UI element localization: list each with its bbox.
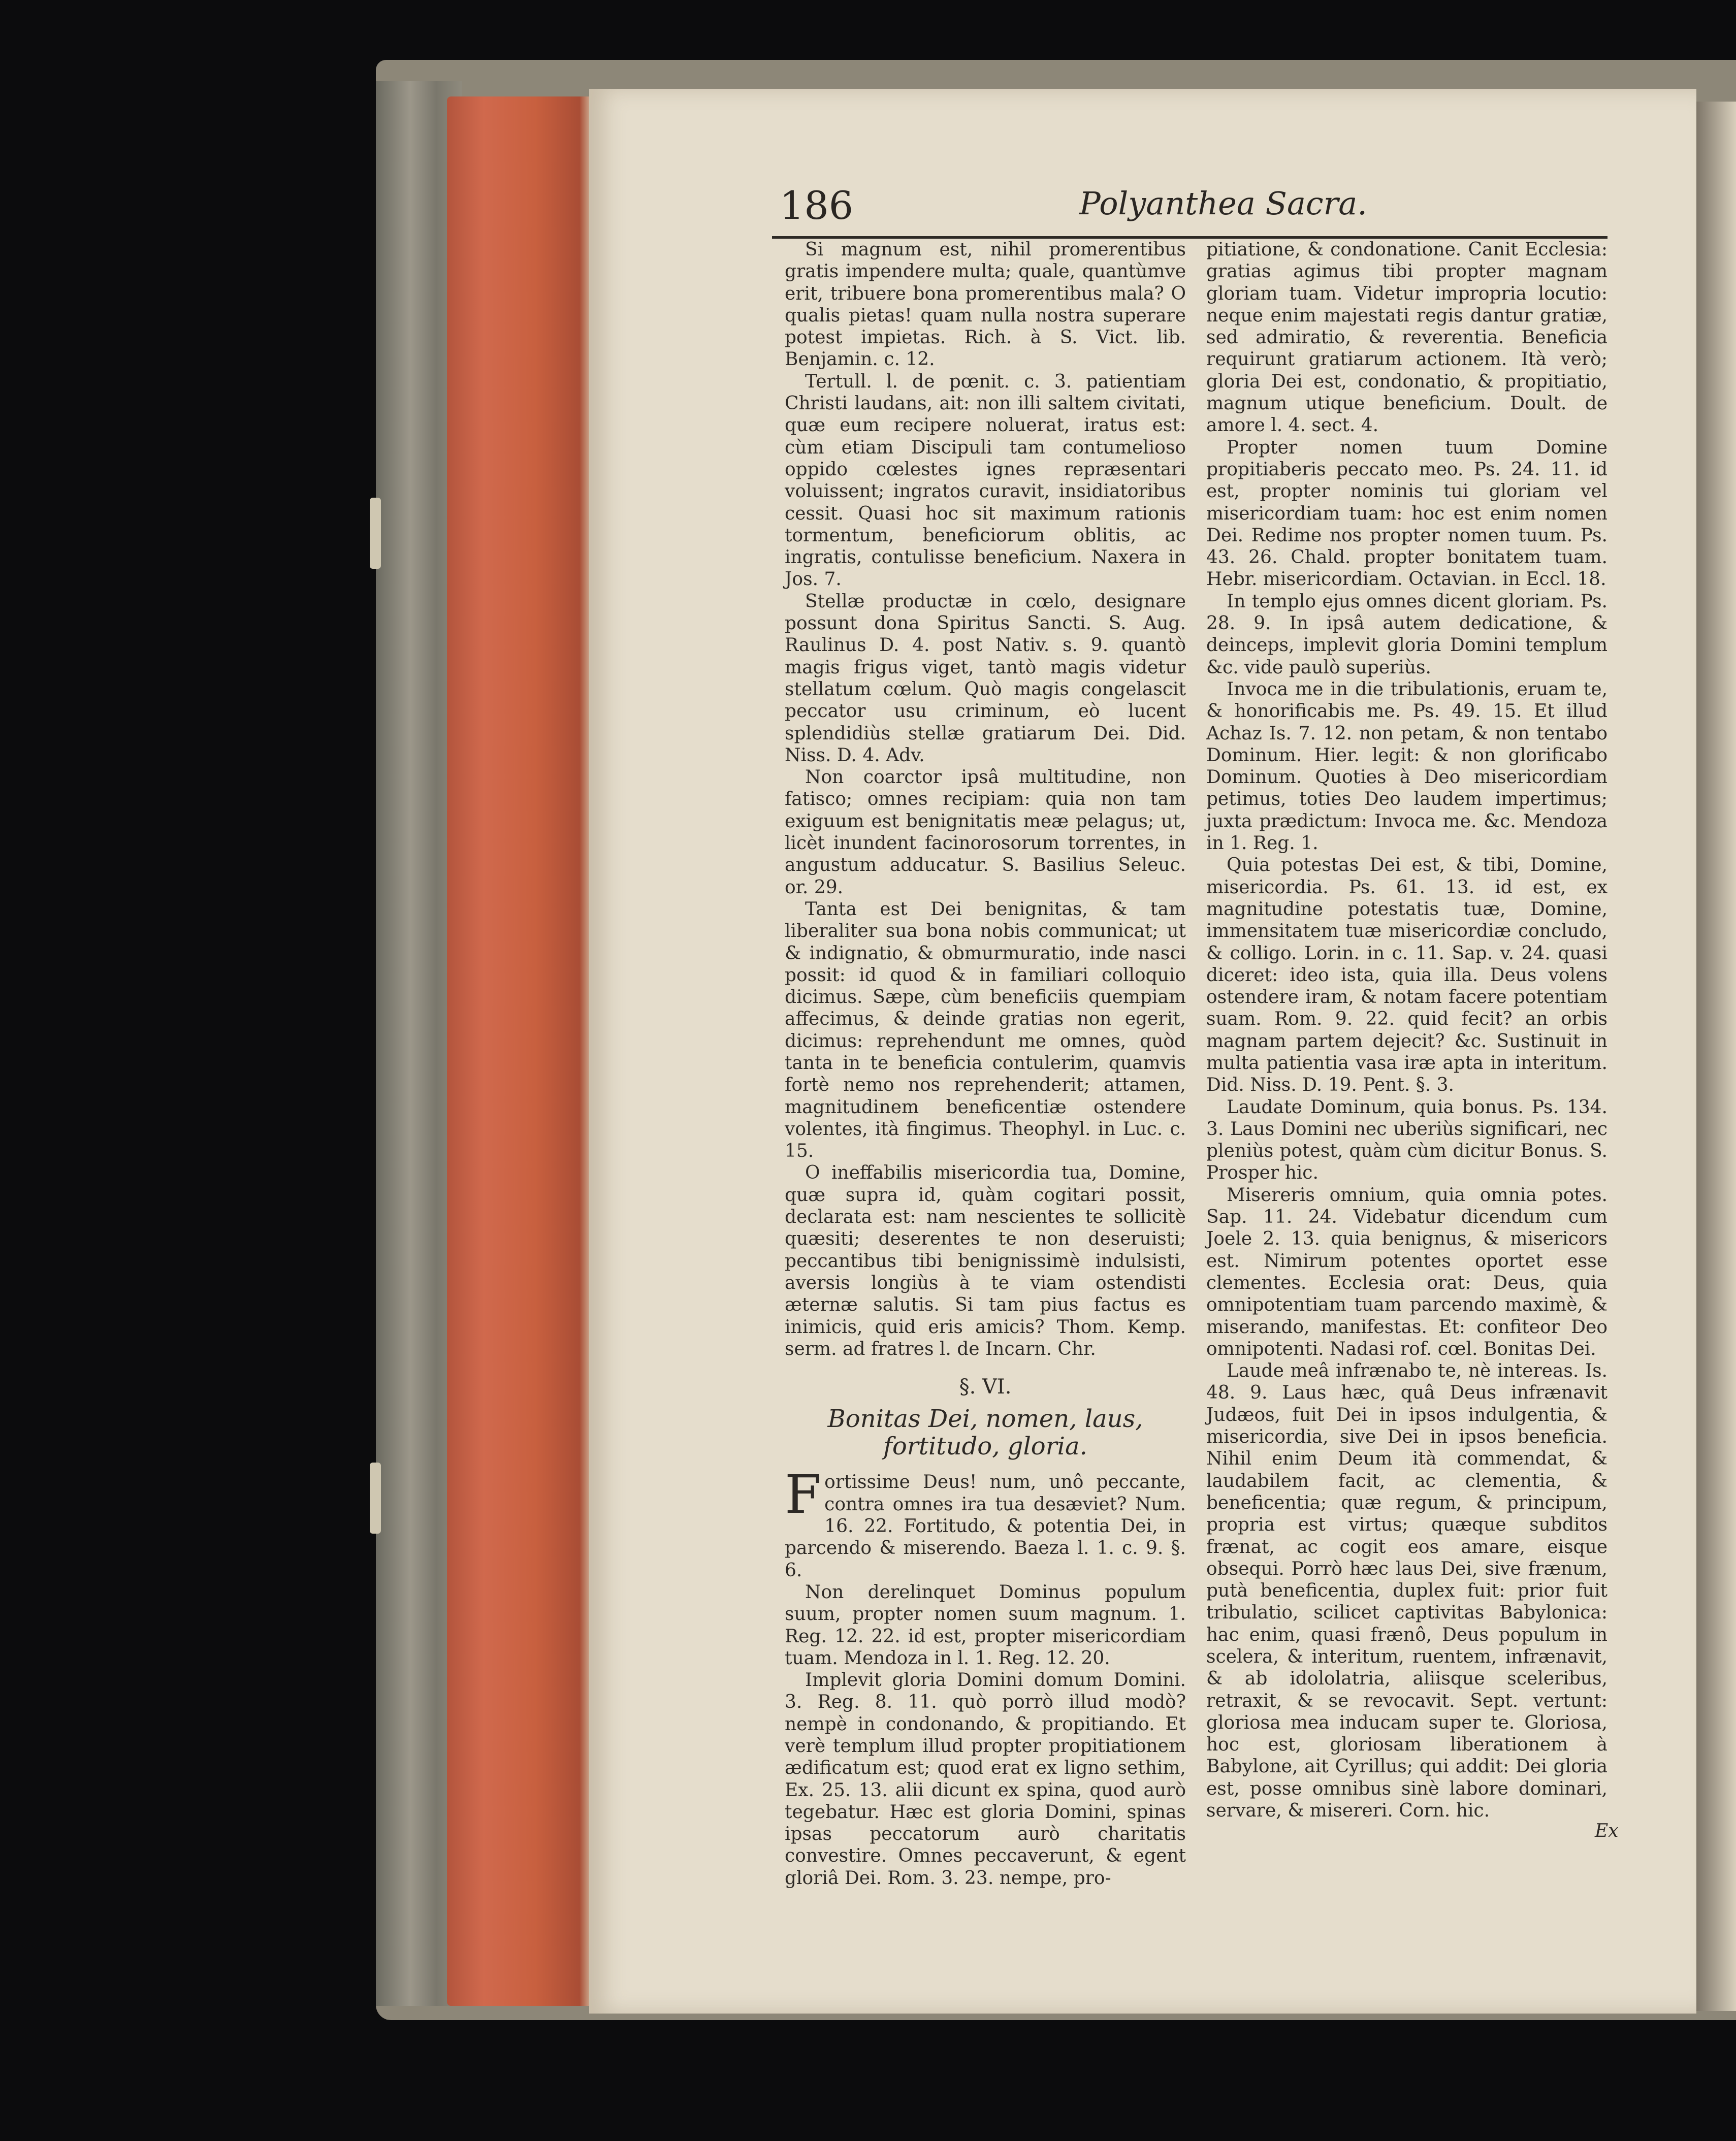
paragraph: Non derelinquet Dominus populum suum, propter nomen suum magnum. 1. Reg. 12. 22. id est, propter misericordiam tuam. Mendoza in l. 1. Reg. 12. 20. — [785, 1581, 1186, 1669]
section-number: §. VI. — [959, 1375, 1012, 1399]
facing-page-edge — [1696, 102, 1736, 2011]
clasp-hinge — [370, 1463, 381, 1534]
paragraph: Stellæ productæ in cœlo, designare possunt dona Spiritus Sancti. S. Aug. Raulinus D. 4. post Nativ. s. 9. quantò magis frigus viget, tantò magis videtur stellatum cœlum. Quò magis congelascit peccator usu criminum, eò lucent splendidiùs stellæ gratiarum Dei. Did. Niss. D. 4. Adv. — [785, 591, 1186, 766]
page-header — [780, 178, 1618, 234]
section-first-paragraph — [785, 1464, 1186, 1581]
paragraph: Tanta est Dei benignitas, & tam liberaliter sua bona nobis communicat; ut & indignatio, & obmurmuratio, inde nasci possit: id quod & in familiari colloquio dicimus. Sæpe, cùm beneficiis quempiam affecimus, & deinde gratias non egerit, dicimus: reprehendunt me omnes, quòd tanta in te beneficia contulerim, quamvis fortè nemo nos reprehenderit; attamen, magnitudinem beneficentiæ ostendere volentes, ità fingimus. Theophyl. in Luc. c. 15. — [785, 898, 1186, 1162]
paragraph-text: ortissime Deus! num, unô peccante, contra omnes ira tua desæviet? Num. 16. 22. Fortitudo, & potentia Dei, in parcendo & miserendo. Baeza l. 1. c. 9. §. 6. — [785, 1472, 1186, 1581]
page-number: 186 — [780, 183, 854, 228]
left-column — [785, 239, 1186, 1889]
paragraph: Si magnum est, nihil promerentibus gratis impendere multa; quale, quantùmve erit, tribuere bona promerentibus mala? O qualis pietas! quam nulla nostra superare potest impietas. Rich. à S. Vict. lib. Benjamin. c. 12. — [785, 239, 1186, 370]
paragraph: O ineffabilis misericordia tua, Domine, quæ supra id, quàm cogitari possit, declarata est: nam nescientes te sollicitè quæsiti; deserentes te non deseruisti; peccantibus tibi benignissimè indulsisti, aversis longiùs à te viam ostendisti æternæ salutis. Si tam pius factus es inimicis, quid eris amicis? Thom. Kemp. serm. ad fratres l. de Incarn. Chr. — [785, 1162, 1186, 1359]
paragraph: Laudate Dominum, quia bonus. Ps. 134. 3. Laus Domini nec uberiùs significari, nec pleniùs potest, quàm cùm dicitur Bonus. S. Prosper hic. — [1206, 1096, 1608, 1184]
paragraph: Tertull. l. de pœnit. c. 3. patientiam Christi laudans, ait: non illi saltem civitati, quæ eum recipere noluerat, iratus est: cùm etiam Discipuli tam contumelioso oppido cœlestes ignes repræsentari voluissent; ingratos curavit, insidiatoribus cessit. Quasi hoc sit maximum rationis tormentum, beneficiorum oblitis, ac ingratis, contulisse beneficium. Naxera in Jos. 7. — [785, 371, 1186, 590]
paragraph: pitiatione, & condonatione. Canit Ecclesia: gratias agimus tibi propter magnam gloriam tuam. Videtur impropria locutio: neque enim majestati regis dantur gratiæ, sed admiratio, & reverentia. Beneficia requirunt gratiarum actionem. Ità verò; gloria Dei est, condonatio, & propitiatio, magnum utique beneficium. Doult. de amore l. 4. sect. 4. — [1206, 239, 1608, 436]
paragraph: Laude meâ infrænabo te, nè intereas. Is. 48. 9. Laus hæc, quâ Deus infrænavit Judæos, fuit Dei in ipsos indulgentia, & misericordia, sive Dei in ipsos beneficia. Nihil enim Deum ità commendat, & laudabilem facit, ac clementia, & beneficentia; quæ regum, & principum, propria est virtus; quæque subditos frænat, ac cogit eos amare, eisque obsequi. Porrò hæc laus Dei, sive frænum, putà beneficentia, duplex fuit: prior fuit tribulatio, scilicet captivitas Babylonica: hac enim, quasi frænô, Deus populum in scelera, & interitum, ruentem, infrænavit, & ab idololatria, aliisque sceleribus, retraxit, & se revocavit. Sept. vertunt: gloriosa mea inducam super te. Gloriosa, hoc est, gloriosam liberationem à Babylone, ait Cyrillus; qui addit: Dei gloria est, posse omnibus sinè labore dominari, servare, & misereri. Corn. hic. — [1206, 1360, 1608, 1822]
clasp-hinge — [370, 498, 381, 569]
right-column — [1206, 239, 1608, 1822]
paragraph: Quia potestas Dei est, & tibi, Domine, misericordia. Ps. 61. 13. id est, ex magnitudine potestatis tuæ, Domine, immensitatem tuæ misericordiæ concludo, & colligo. Lorin. in c. 11. Sap. v. 24. quasi diceret: ideo ista, quia illa. Deus volens ostendere iram, & notam facere potentiam suam. Rom. 9. 22. quid fecit? an orbis magnam partem dejecit? &c. Sustinuit in multa patientia vasa iræ apta in interitum. Did. Niss. D. 19. Pent. §. 3. — [1206, 855, 1608, 1096]
red-page-edge — [447, 96, 594, 2006]
section-title: Bonitas Dei, nomen, laus, fortitudo, gloria. — [827, 1405, 1143, 1461]
running-title: Polyanthea Sacra. — [1079, 185, 1367, 222]
paragraph: Implevit gloria Domini domum Domini. 3. Reg. 8. 11. quò porrò illud modò? nempè in condonando, & propitiando. Et verè templum illud propter propitiationem ædificatum est; quod erat ex ligno sethim, Ex. 25. 13. alii dicunt ex spina, quod aurò tegebatur. Hæc est gloria Domini, spinas ipsas peccatorum aurò charitatis convestire. Omnes peccaverunt, & egent gloriâ Dei. Rom. 3. 23. nempe, pro- — [785, 1670, 1186, 1889]
catchword: Ex — [1595, 1821, 1619, 1841]
paragraph: Propter nomen tuum Domine propitiaberis peccato meo. Ps. 24. 11. id est, propter nominis tui gloriam vel misericordiam tuam: hoc est enim nomen Dei. Redime nos propter nomen tuum. Ps. 43. 26. Chald. propter bonitatem tuam. Hebr. misericordiam. Octavian. in Eccl. 18. — [1206, 437, 1608, 590]
paragraph: Non coarctor ipsâ multitudine, non fatisco; omnes recipiam: quia non tam exiguum est benignitatis meæ pelagus; ut, licèt inundent facinorosorum torrentes, in angustum adducatur. S. Basilius Seleuc. or. 29. — [785, 767, 1186, 898]
paragraph: In templo ejus omnes dicent gloriam. Ps. 28. 9. In ipsâ autem dedicatione, & deinceps, implevit gloria Domini templum &c. vide paulò superiùs. — [1206, 591, 1608, 678]
paragraph: Invoca me in die tribulationis, eruam te, & honorificabis me. Ps. 49. 15. Et illud Achaz Is. 7. 12. non petam, & non tentabo Dominum. Hier. legit: & non glorificabo Dominum. Quoties à Deo misericordiam petimus, toties Deo laudem impertimus; juxta prædictum: Invoca me. &c. Mendoza in 1. Reg. 1. — [1206, 678, 1608, 854]
drop-cap: F — [785, 1464, 822, 1526]
paragraph: Misereris omnium, quia omnia potes. Sap. 11. 24. Videbatur dicendum cum Joele 2. 13. quia benignus, & misericors est. Nimirum potentes oportet esse clementes. Ecclesia orat: Deus, quia omnipotentiam tuam parcendo maximè, & miserando, manifestas. Et: confiteor Deo omnipotenti. Nadasi rof. cœl. Bonitas Dei. — [1206, 1184, 1608, 1359]
